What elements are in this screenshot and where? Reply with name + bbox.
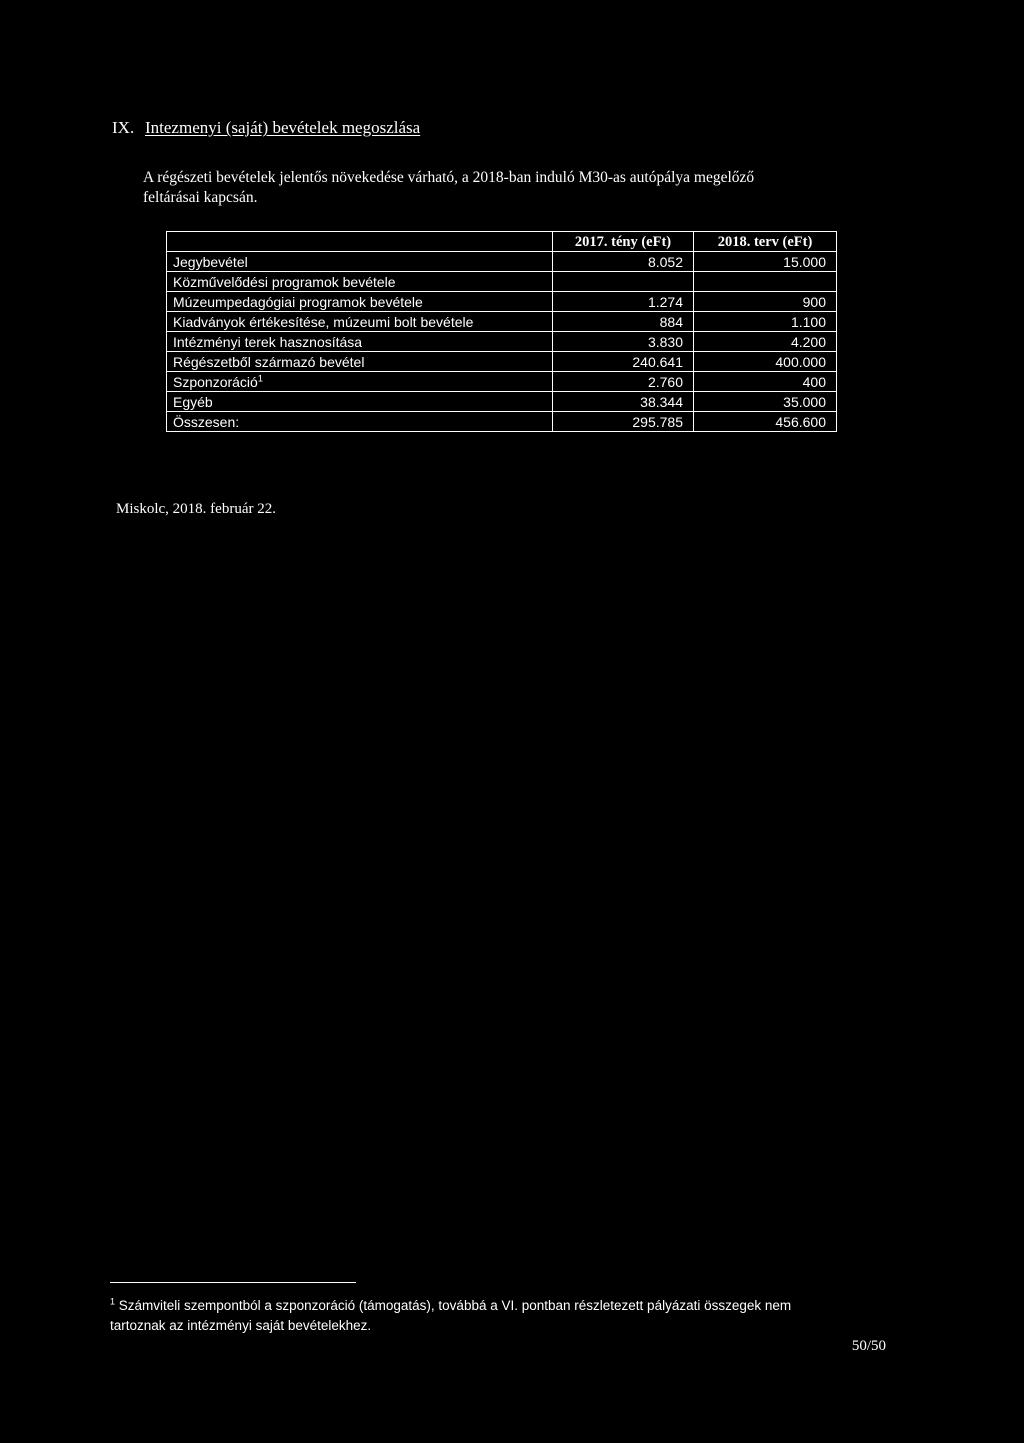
row-label bbox=[167, 272, 553, 292]
value-2018: 15.000 bbox=[694, 252, 837, 272]
page-number: 50/50 bbox=[851, 1338, 886, 1354]
value-2018 bbox=[694, 272, 837, 292]
value-2017: 240.641 bbox=[553, 352, 694, 372]
section-heading bbox=[112, 118, 420, 138]
intro-paragraph bbox=[143, 168, 903, 208]
value-2018: 1.100 bbox=[694, 312, 837, 332]
table-row bbox=[167, 312, 837, 332]
value-2018: 900 bbox=[694, 292, 837, 312]
footnote-marker: 1 bbox=[110, 1296, 116, 1307]
table-row bbox=[167, 332, 837, 352]
row-label bbox=[167, 392, 553, 412]
intro-line: feltárásai kapcsán. bbox=[143, 189, 258, 206]
footnote-separator bbox=[110, 1282, 356, 1283]
table-row bbox=[167, 352, 837, 372]
row-label-text: Intézményi terek hasznosítása bbox=[173, 333, 363, 350]
value-2017: 38.344 bbox=[553, 392, 694, 412]
row-label-text: Kiadványok értékesítése, múzeumi bolt bevétele bbox=[173, 313, 474, 330]
intro-line: A régészeti bevételek jelentős növekedése várható, a 2018-ban induló M30-as autópálya megelőző bbox=[143, 169, 755, 186]
revenue-table bbox=[166, 231, 837, 432]
section-title: Intezmenyi (saját) bevételek megoszlása bbox=[145, 118, 421, 137]
value-2018: 400 bbox=[694, 372, 837, 392]
row-label bbox=[167, 292, 553, 312]
row-label-text: Régészetből származó bevétel bbox=[173, 353, 365, 370]
column-header bbox=[167, 232, 553, 252]
table-row bbox=[167, 272, 837, 292]
footnote-text: Számviteli szempontból a szponzoráció (támogatás), továbbá a VI. pontban részletezett pályázati összegek nem bbox=[118, 1298, 792, 1313]
column-header: 2018. terv (eFt) bbox=[694, 232, 837, 252]
row-label-text: Múzeumpedagógiai programok bevétele bbox=[173, 293, 423, 310]
row-label bbox=[167, 332, 553, 352]
value-2017: 1.274 bbox=[553, 292, 694, 312]
table-row bbox=[167, 372, 837, 392]
value-2017: 884 bbox=[553, 312, 694, 332]
footnote bbox=[110, 1296, 910, 1336]
footnote-line-1 bbox=[110, 1296, 910, 1316]
row-label-text: Egyéb bbox=[173, 393, 213, 410]
row-label-text: Összesen: bbox=[173, 413, 240, 430]
value-2018: 400.000 bbox=[694, 352, 837, 372]
row-label bbox=[167, 412, 553, 432]
value-2018: 35.000 bbox=[694, 392, 837, 412]
row-label bbox=[167, 252, 553, 272]
row-label-text: Közművelődési programok bevétele bbox=[173, 273, 396, 290]
row-label-text: Szponzoráció bbox=[173, 373, 258, 390]
table-row bbox=[167, 252, 837, 272]
column-header: 2017. tény (eFt) bbox=[553, 232, 694, 252]
table-row bbox=[167, 412, 837, 432]
value-2017: 8.052 bbox=[553, 252, 694, 272]
footnote-reference: 1 bbox=[257, 372, 263, 383]
row-label bbox=[167, 352, 553, 372]
value-2017: 2.760 bbox=[553, 372, 694, 392]
row-label bbox=[167, 312, 553, 332]
value-2017: 295.785 bbox=[553, 412, 694, 432]
table-row bbox=[167, 392, 837, 412]
value-2018: 4.200 bbox=[694, 332, 837, 352]
section-number: IX. bbox=[112, 118, 135, 137]
value-2017 bbox=[553, 272, 694, 292]
footnote-line-2: tartoznak az intézményi saját bevételekhez. bbox=[110, 1318, 372, 1333]
place-date: Miskolc, 2018. február 22. bbox=[116, 501, 276, 517]
row-label-text: Jegybevétel bbox=[173, 253, 248, 270]
value-2018: 456.600 bbox=[694, 412, 837, 432]
value-2017: 3.830 bbox=[553, 332, 694, 352]
table-header-row bbox=[167, 232, 837, 252]
row-label bbox=[167, 372, 553, 392]
table-row bbox=[167, 292, 837, 312]
